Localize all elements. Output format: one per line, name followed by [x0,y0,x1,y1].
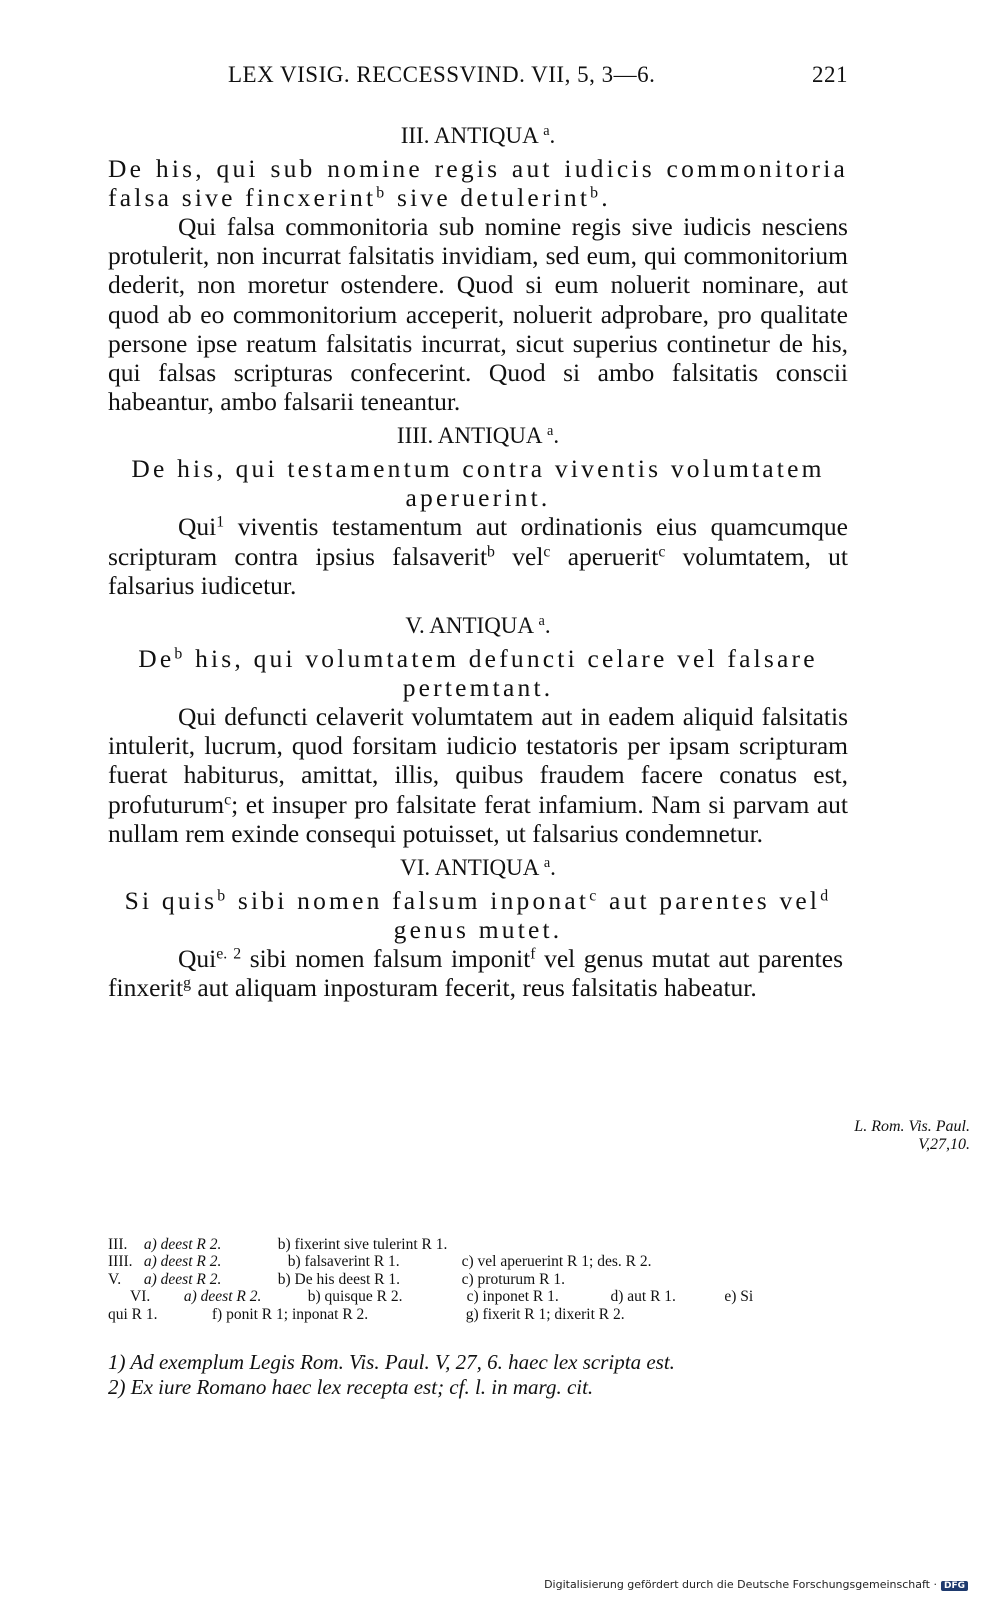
law-rubric: Si quis$^b$ sibi nomen falsum inponat$^c$ aut parentes vel$^d$ genus mutet. [124,886,832,945]
law-vi [108,854,848,1002]
law-heading: III. ANTIQUA $^a$. [400,123,556,148]
law-paragraph: Qui$^1$ viventis testamentum aut ordinationis eius quamcumque scripturam contra ipsius falsaverit$^b$ vel$^c$ aperuerit$^c$ volumtatem, ut falsarius iudicetur. [108,512,848,600]
law-iii [108,122,848,416]
law-heading: V. ANTIQUA $^a$. [405,613,551,639]
law-rubric: De$^b$ his, qui volumtatem defuncti celare vel falsare pertemtant. [138,644,818,703]
footnotes [108,1350,853,1400]
dfg-logo: DFG [941,1581,968,1591]
footnote-2: 2) Ex iure Romano haec lex recepta est; cf. l. in marg. cit. [108,1375,594,1399]
digitization-credit: Digitalisierung gefördert durch die Deutsche Forschungsgemeinschaft · DFG [544,1578,968,1591]
running-title: LEX VISIG. RECCESSVIND. VII, 5, 3—6. [228,62,656,87]
apparatus-row: VI. a) deest R 2. b) quisque R 2. c) inponet R 1. d) aut R 1. e) Si [130,1288,754,1306]
margin-note: L. Rom. Vis. Paul. V,27,10. [854,1118,970,1153]
law-paragraph: Qui falsa commonitoria sub nomine regis sive iudicis nesciens protulerit, non incurrat falsitatis invidiam, sed eum, qui commonitorium dederit, non moretur ostendere. Quod si eum noluerit nominare, aut quod ab eo commonitorium acceperit, noluerit adprobare, pro qualitate persone ipse reatum falsitatis incurrat, sicut superius continetur de his, qui falsas scripturas confecerint. Quod si ambo falsitatis conscii habeantur, ambo falsarii teneantur. [108,212,848,417]
apparatus-row: III. a) deest R 2. b) fixerint sive tulerint R 1. [108,1236,448,1253]
page-number: 221 [812,62,848,87]
law-v [108,612,848,848]
law-iiii [108,422,848,600]
law-heading: IIII. ANTIQUA $^a$. [396,423,560,449]
law-paragraph: Qui$^{e. 2}$ sibi nomen falsum imponit$^f$ vel genus mutat aut parentes finxerit$^g$ aut aliquam inposturam fecerit, reus falsitatis habeatur. [108,944,843,1003]
apparatus-row: V. a) deest R 2. b) De his deest R 1. c) proturum R 1. [108,1270,565,1288]
law-text-body [108,116,848,1002]
law-heading: VI. ANTIQUA $^a$. [400,855,556,881]
law-rubric: De his, qui testamentum contra viventis volumtatem aperuerint. [131,454,825,513]
law-paragraph: Qui defuncti celaverit volumtatem aut in eadem aliquid falsitatis intulerit, lucrum, quod forsitam iudicio testatoris per ipsam scripturam fuerat habiturus, amittat, illis, quibus fraudem facere conatus est, profuturum$^c$; et insuper pro falsitate ferat infamium. Nam si parvam aut nullam rem exinde consequi potuisset, ut falsarius condemnetur. [108,702,848,848]
law-rubric: De his, qui sub nomine regis aut iudicis commonitoria falsa sive fincxerint$^b$ sive detulerint$^b$. [108,154,848,212]
critical-apparatus [108,1236,853,1323]
footnote-1: 1) Ad exemplum Legis Rom. Vis. Paul. V, 27, 6. haec lex scripta est. [108,1350,675,1374]
apparatus-row: IIII. a) deest R 2. b) falsaverint R 1. c) vel aperuerint R 1; des. R 2. [108,1253,652,1271]
running-head [108,62,848,94]
apparatus-row: qui R 1. f) ponit R 1; inponat R 2. g) fixerit R 1; dixerit R 2. [108,1305,625,1323]
